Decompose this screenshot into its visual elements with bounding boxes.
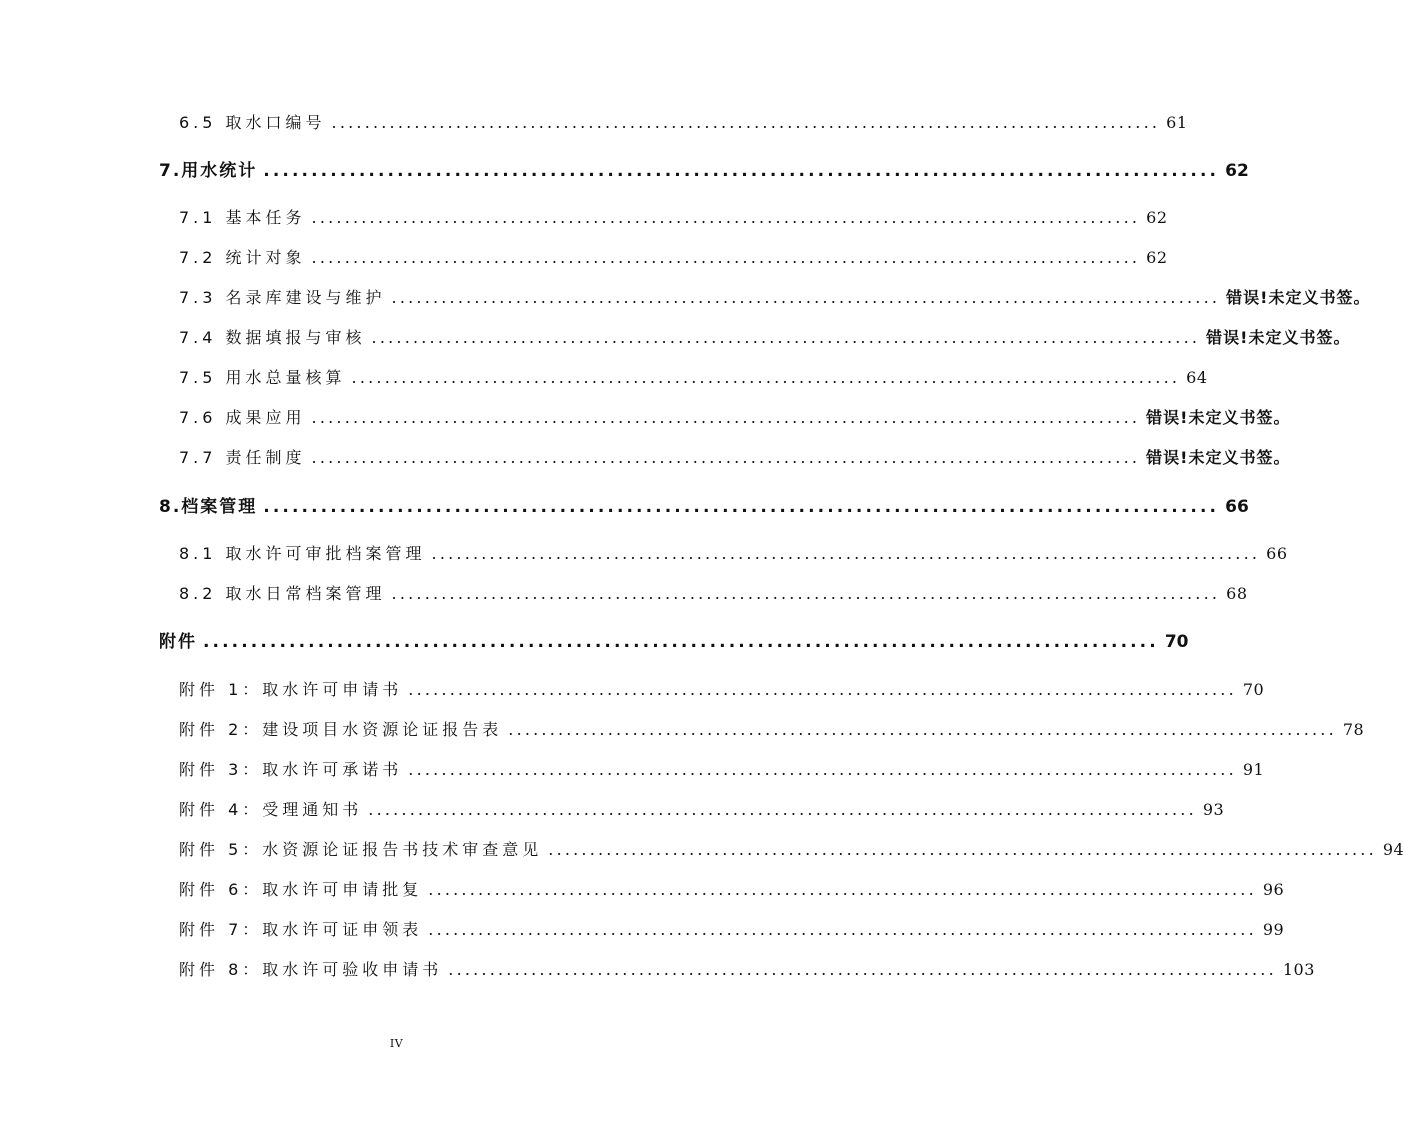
toc-entry[interactable] (179, 679, 1265, 701)
toc-dot-leader: .................................................................................................... (311, 248, 1141, 267)
toc-entry-title: 7.3 名录库建设与维护 (179, 288, 386, 307)
toc-dot-leader: .................................................................................................... (428, 880, 1257, 899)
toc-chapter-entry[interactable] (159, 630, 1189, 654)
toc-entry[interactable] (179, 543, 1288, 565)
toc-entry-title: 8.档案管理 (159, 497, 258, 517)
toc-entry[interactable] (179, 799, 1225, 821)
toc-entry-title: 7.1 基本任务 (179, 208, 306, 227)
toc-entry[interactable] (179, 959, 1315, 981)
toc-dot-leader: .................................................................................................... (448, 960, 1277, 979)
toc-entry-page: 66 (1266, 544, 1288, 563)
toc-entry-title: 附件 8：取水许可验收申请书 (179, 960, 443, 979)
toc-entry-title: 8.2 取水日常档案管理 (179, 584, 386, 603)
toc-entry-page: 99 (1262, 920, 1285, 939)
toc-entry[interactable] (179, 447, 1291, 469)
toc-entry-title: 附件 (159, 632, 197, 652)
toc-entry[interactable] (179, 583, 1248, 605)
toc-entry-title: 附件 6：取水许可申请批复 (179, 880, 423, 899)
toc-entry[interactable] (179, 919, 1285, 941)
toc-entry[interactable] (179, 719, 1365, 741)
page-number-footer: IV (389, 1037, 404, 1050)
toc-entry[interactable] (179, 287, 1371, 309)
toc-entry-error-bookmark: 错误!未定义书签。 (1206, 328, 1351, 347)
toc-entry[interactable] (179, 207, 1168, 229)
toc-dot-leader: .................................................................................................... (203, 632, 1159, 652)
toc-entry-page: 70 (1164, 632, 1189, 652)
toc-entry[interactable] (179, 327, 1351, 349)
toc-entry-title: 6.5 取水口编号 (179, 113, 326, 132)
toc-entry-page: 62 (1146, 208, 1168, 227)
toc-dot-leader: .................................................................................................... (408, 760, 1237, 779)
toc-dot-leader: .................................................................................................... (408, 680, 1237, 699)
toc-dot-leader: .................................................................................................... (331, 113, 1161, 132)
toc-entry-title: 7.用水统计 (159, 161, 258, 181)
toc-entry-page: 62 (1146, 248, 1168, 267)
toc-entry[interactable] (179, 112, 1188, 134)
toc-entry-page: 78 (1342, 720, 1365, 739)
toc-dot-leader: .................................................................................................... (371, 328, 1201, 347)
toc-dot-leader: .................................................................................................... (351, 368, 1181, 387)
toc-entry-title: 8.1 取水许可审批档案管理 (179, 544, 426, 563)
toc-chapter-entry[interactable] (159, 495, 1249, 519)
toc-dot-leader: .................................................................................................... (263, 161, 1220, 181)
toc-dot-leader: .................................................................................................... (391, 584, 1221, 603)
toc-entry-page: 64 (1186, 368, 1208, 387)
toc-dot-leader: .................................................................................................... (368, 800, 1197, 819)
toc-dot-leader: .................................................................................................... (508, 720, 1337, 739)
toc-dot-leader: .................................................................................................... (311, 408, 1141, 427)
toc-entry-title: 附件 3：取水许可承诺书 (179, 760, 403, 779)
toc-dot-leader: .................................................................................................... (548, 840, 1377, 859)
toc-entry-title: 7.2 统计对象 (179, 248, 306, 267)
toc-entry-title: 附件 7：取水许可证申领表 (179, 920, 423, 939)
toc-entry-page: 70 (1242, 680, 1265, 699)
toc-entry-title: 7.5 用水总量核算 (179, 368, 346, 387)
toc-entry-page: 93 (1202, 800, 1225, 819)
toc-entry-title: 附件 1：取水许可申请书 (179, 680, 403, 699)
toc-entry-title: 附件 4：受理通知书 (179, 800, 363, 819)
toc-entry-title: 7.7 责任制度 (179, 448, 306, 467)
toc-dot-leader: .................................................................................................... (263, 497, 1220, 517)
toc-entry[interactable] (179, 759, 1265, 781)
toc-entry-title: 附件 5：水资源论证报告书技术审查意见 (179, 840, 543, 859)
toc-entry-title: 7.6 成果应用 (179, 408, 306, 427)
toc-entry-error-bookmark: 错误!未定义书签。 (1146, 448, 1291, 467)
toc-entry-page: 61 (1166, 113, 1188, 132)
toc-entry-error-bookmark: 错误!未定义书签。 (1146, 408, 1291, 427)
toc-entry-title: 7.4 数据填报与审核 (179, 328, 366, 347)
toc-entry-page: 94 (1382, 840, 1404, 859)
toc-dot-leader: .................................................................................................... (311, 448, 1141, 467)
toc-entry-title: 附件 2：建设项目水资源论证报告表 (179, 720, 503, 739)
toc-entry-error-bookmark: 错误!未定义书签。 (1226, 288, 1371, 307)
toc-entry-page: 91 (1242, 760, 1265, 779)
toc-dot-leader: .................................................................................................... (311, 208, 1141, 227)
toc-entry[interactable] (179, 247, 1168, 269)
toc-dot-leader: .................................................................................................... (391, 288, 1221, 307)
toc-entry-page: 66 (1225, 497, 1249, 517)
toc-entry[interactable] (179, 879, 1285, 901)
toc-entry-page: 62 (1225, 161, 1249, 181)
toc-entry[interactable] (179, 407, 1291, 429)
toc-entry-page: 68 (1226, 584, 1248, 603)
toc-dot-leader: .................................................................................................... (431, 544, 1261, 563)
toc-entry-page: 96 (1262, 880, 1285, 899)
toc-entry-page: 103 (1282, 960, 1315, 979)
toc-chapter-entry[interactable] (159, 159, 1249, 183)
toc-entry[interactable] (179, 367, 1208, 389)
toc-dot-leader: .................................................................................................... (428, 920, 1257, 939)
toc-entry[interactable] (179, 839, 1404, 861)
